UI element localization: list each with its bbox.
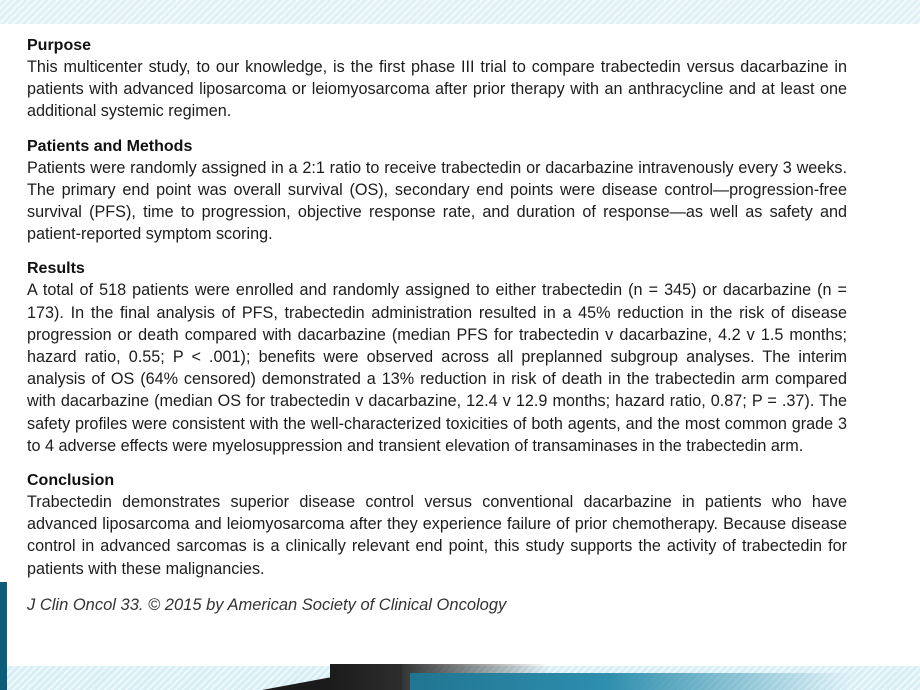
- section-heading-results: Results: [27, 260, 85, 278]
- bottom-swoosh-blue: [410, 673, 850, 690]
- results-section: [27, 259, 847, 457]
- abstract-body: [27, 36, 847, 632]
- conclusion-section: [27, 471, 847, 580]
- section-heading-methods: Patients and Methods: [27, 137, 193, 155]
- section-text-results: A total of 518 patients were enrolled and randomly assigned to either trabectedin (n = 345) or dacarbazine (n = 173). In the final analysis of PFS, trabectedin administration resulted in a 45% reduction in the risk of disease progression or death compared with dacarbazine (median PFS for trabectedin v dacarbazine, 4.2 v 1.5 months; hazard ratio, 0.55; P < .001); benefits were observed across all preplanned subgroup analyses. The interim analysis of OS (64% censored) demonstrated a 13% reduction in risk of death in the trabectedin arm compared with dacarbazine (median OS for trabectedin v dacarbazine, 12.4 v 12.9 months; hazard ratio, 0.87; P = .37). The safety profiles were consistent with the well-characterized toxicities of both agents, and the most common grade 3 to 4 adverse effects were myelosuppression and transient elevation of transaminases in the trabectedin arm.: [27, 281, 847, 455]
- section-heading-purpose: Purpose: [27, 37, 92, 54]
- journal-citation: J Clin Oncol 33. © 2015 by American Society of Clinical Oncology: [27, 595, 507, 614]
- section-text-methods: Patients were randomly assigned in a 2:1 ratio to receive trabectedin or dacarbazine intravenously every 3 weeks. The primary end point was overall survival (OS), secondary end points were disease control—progression-free survival (PFS), time to progression, objective response rate, and duration of response—as well as safety and patient-reported symptom scoring.: [27, 158, 847, 244]
- section-text-purpose: This multicenter study, to our knowledge, is the first phase III trial to compare trabectedin versus dacarbazine in patients with advanced liposarcoma or leiomyosarcoma after prior therapy with an anthracycline and at least one additional systemic regimen.: [27, 58, 847, 121]
- section-text-conclusion: Trabectedin demonstrates superior disease control versus conventional dacarbazine in patients who have advanced liposarcoma and leiomyosarcoma after they experience failure of prior chemotherapy. Because disease control in advanced sarcomas is a clinically relevant end point, this study supports the activity of trabectedin for patients with these malignancies.: [27, 493, 847, 578]
- top-decorative-band: [0, 0, 920, 24]
- section-heading-conclusion: Conclusion: [27, 472, 115, 490]
- left-accent-bar: [0, 582, 7, 690]
- purpose-section: [27, 36, 847, 123]
- methods-section: [27, 137, 847, 246]
